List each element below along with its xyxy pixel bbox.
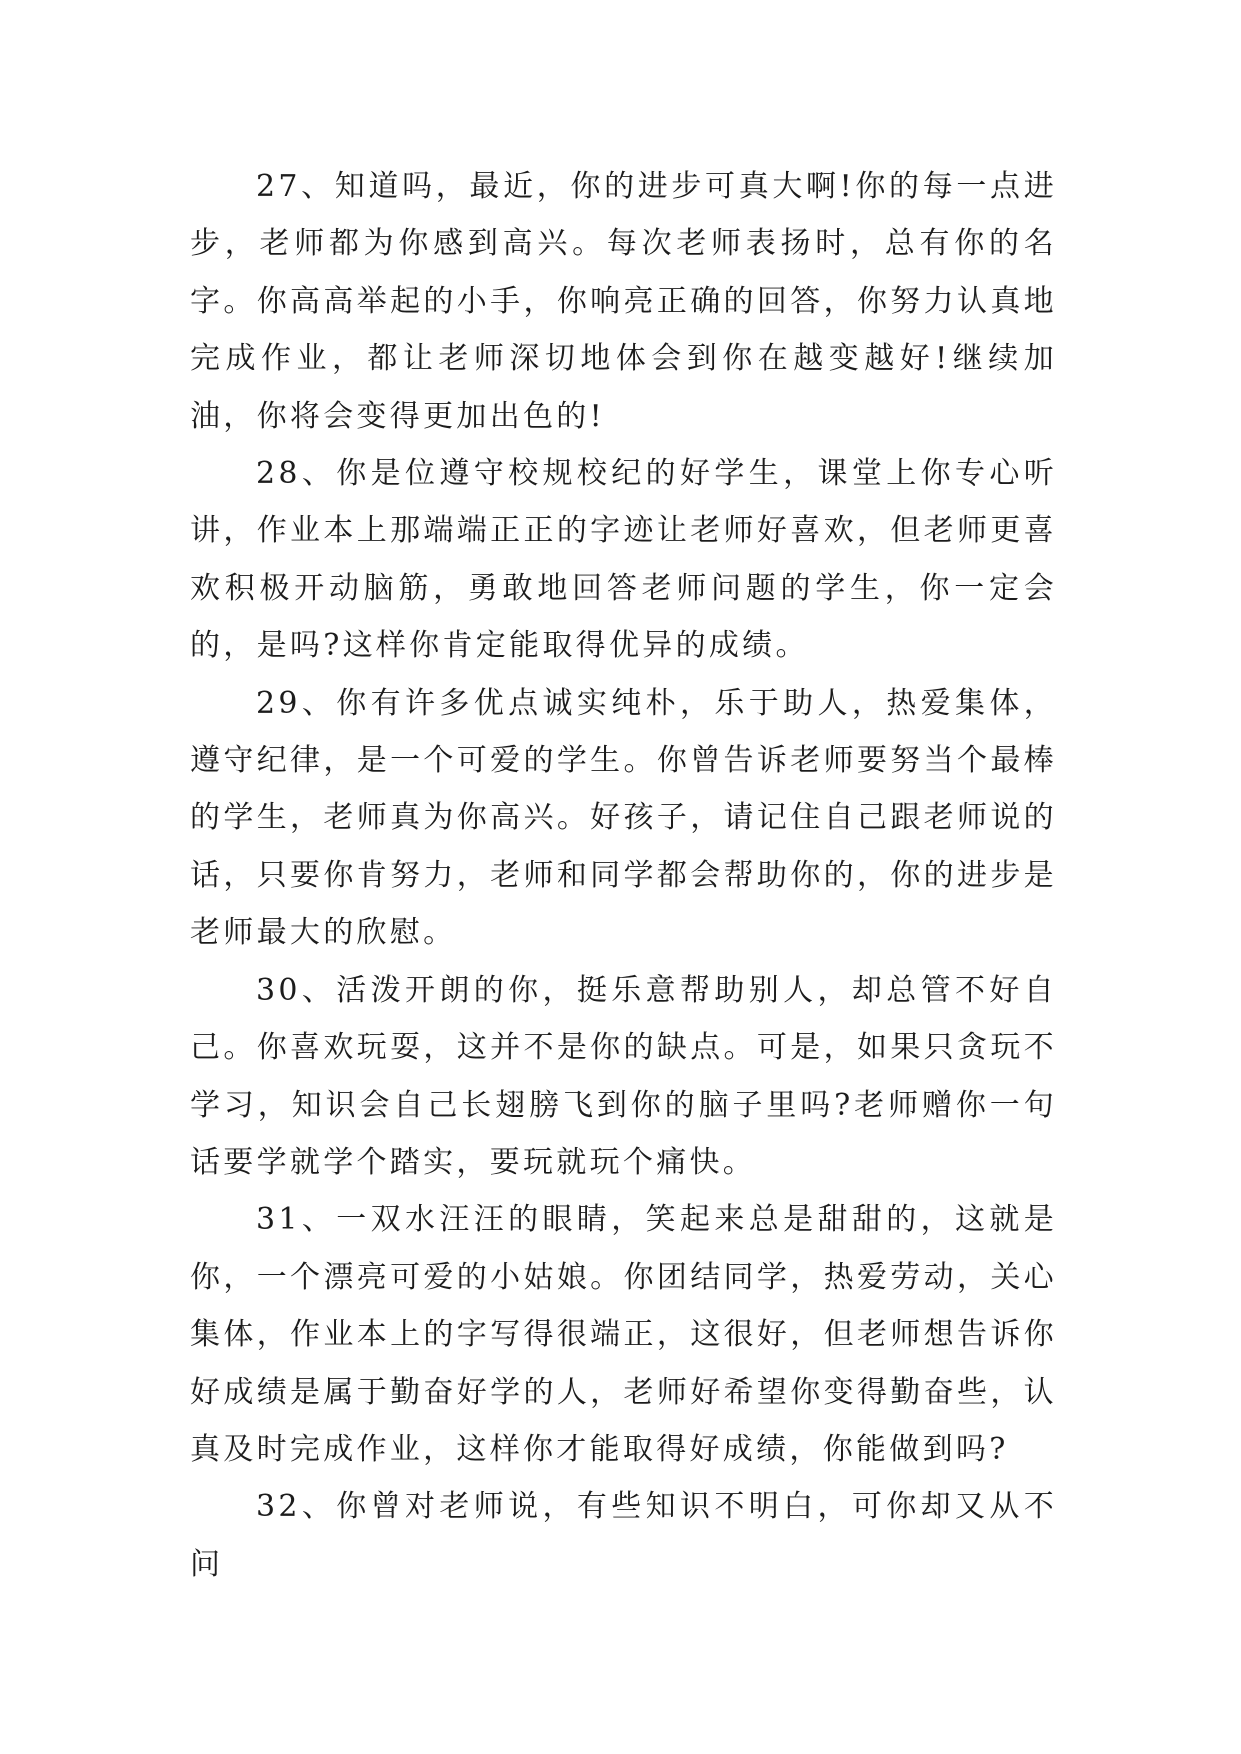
- paragraph-29: 29、你有许多优点诚实纯朴，乐于助人，热爱集体，遵守纪律，是一个可爱的学生。你曾告诉老师要努当个最棒的学生，老师真为你高兴。好孩子，请记住自己跟老师说的话，只要你肯努力，老师和同学都会帮助你的，你的进步是老师最大的欣慰。: [190, 685, 1057, 951]
- document-body: [190, 158, 1057, 1593]
- paragraph-32: 32、你曾对老师说，有些知识不明白，可你却又从不问: [190, 1489, 1057, 1582]
- paragraph-27: 27、知道吗，最近，你的进步可真大啊!你的每一点进步，老师都为你感到高兴。每次老师表扬时，总有你的名字。你高高举起的小手，你响亮正确的回答，你努力认真地完成作业，都让老师深切地体会到你在越变越好!继续加油，你将会变得更加出色的!: [190, 169, 1057, 434]
- paragraph-30: 30、活泼开朗的你，挺乐意帮助别人，却总管不好自己。你喜欢玩耍，这并不是你的缺点。可是，如果只贪玩不学习，知识会自己长翅膀飞到你的脑子里吗?老师赠你一句话要学就学个踏实，要玩就玩个痛快。: [190, 972, 1057, 1180]
- paragraph-28: 28、你是位遵守校规校纪的好学生，课堂上你专心听讲，作业本上那端端正正的字迹让老师好喜欢，但老师更喜欢积极开动脑筋，勇敢地回答老师问题的学生，你一定会的，是吗?这样你肯定能取得优异的成绩。: [190, 456, 1057, 664]
- paragraph-31: 31、一双水汪汪的眼睛，笑起来总是甜甜的，这就是你，一个漂亮可爱的小姑娘。你团结同学，热爱劳动，关心集体，作业本上的字写得很端正，这很好，但老师想告诉你好成绩是属于勤奋好学的人，老师好希望你变得勤奋些，认真及时完成作业，这样你才能取得好成绩，你能做到吗?: [190, 1202, 1057, 1467]
